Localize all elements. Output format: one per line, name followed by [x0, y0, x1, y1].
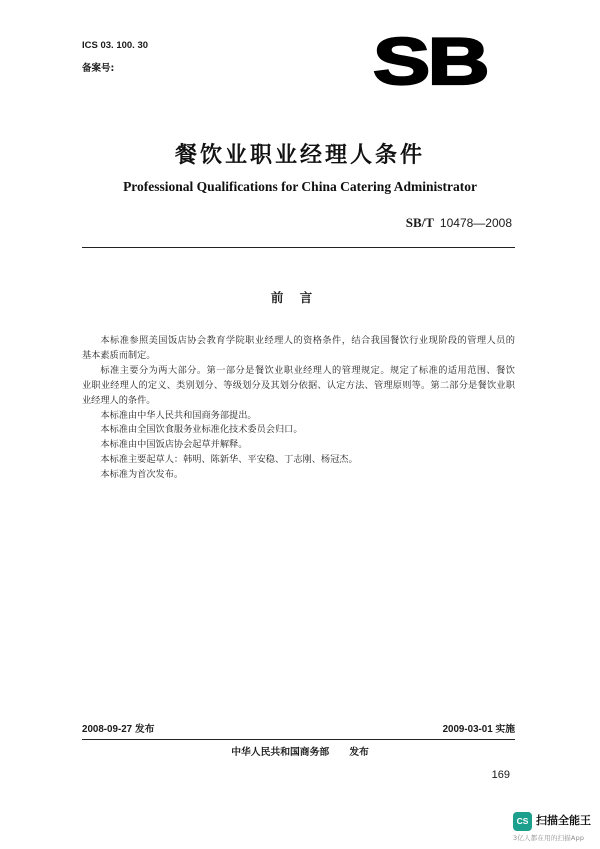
record-number-label: 备案号: [82, 63, 115, 74]
foreword-line: 本标准参照美国饭店协会教育学院职业经理人的资格条件，结合我国餐饮行业现阶段的管理人员的 [100, 335, 515, 346]
foreword-line: 本标准为首次发布。 [100, 469, 184, 481]
camscanner-name: 扫描全能王 [536, 814, 591, 827]
foreword-line: 业经理人的条件。 [82, 394, 156, 406]
foreword-paragraph [82, 409, 515, 424]
standard-code-prefix: SB/T [405, 215, 434, 230]
issuing-action: 发布 [349, 747, 369, 758]
foreword-paragraph [82, 364, 515, 409]
standard-code [406, 214, 512, 231]
foreword-line: 业职业经理人的定义、类别划分、等级划分及其划分依据、认定方法、管理原则等。第二部分是餐饮业职 [82, 379, 515, 391]
foreword-line: 基本素质而制定。 [82, 349, 156, 361]
ics-code: ICS 03. 100. 30 [82, 40, 149, 51]
foreword-line: 本标准由中国饭店协会起草并解释。 [100, 439, 248, 451]
header-divider [82, 247, 515, 248]
camscanner-tagline: 3亿人都在用的扫描App [513, 834, 585, 842]
issuing-authority [0, 746, 600, 760]
foreword-heading: 前 言 [270, 290, 313, 305]
footer-divider [82, 739, 515, 740]
foreword-paragraph [82, 453, 515, 468]
camscanner-logo-letters: CS [516, 816, 529, 826]
document-title: 餐饮业职业经理人条件 [174, 143, 425, 168]
foreword-paragraph [82, 423, 515, 438]
effective-date: 2009-03-01 实施 [442, 724, 515, 735]
standard-category-logo: SB [373, 24, 487, 98]
foreword-paragraph [82, 468, 515, 483]
page-number: 169 [491, 769, 510, 781]
foreword-line: 本标准主要起草人：韩明、陈新华、平安稳、丁志刚、杨冠杰。 [100, 454, 358, 466]
foreword-paragraph [82, 334, 515, 364]
foreword-body [82, 334, 515, 483]
issue-date: 2008-09-27 发布 [82, 724, 155, 735]
document-title-english: Professional Qualifications for China Catering Administrator [123, 179, 477, 194]
camscanner-logo-icon [513, 812, 532, 831]
foreword-line: 本标准由中华人民共和国商务部提出。 [100, 409, 257, 421]
foreword-line: 本标准由全国饮食服务业标准化技术委员会归口。 [100, 424, 303, 436]
issuing-authority-name: 中华人民共和国商务部 [231, 747, 330, 758]
standard-code-number: 10478—2008 [439, 216, 512, 230]
foreword-line: 标准主要分为两大部分。第一部分是餐饮业职业经理人的管理规定。规定了标准的适用范围、餐饮 [100, 364, 515, 376]
foreword-paragraph [82, 438, 515, 453]
